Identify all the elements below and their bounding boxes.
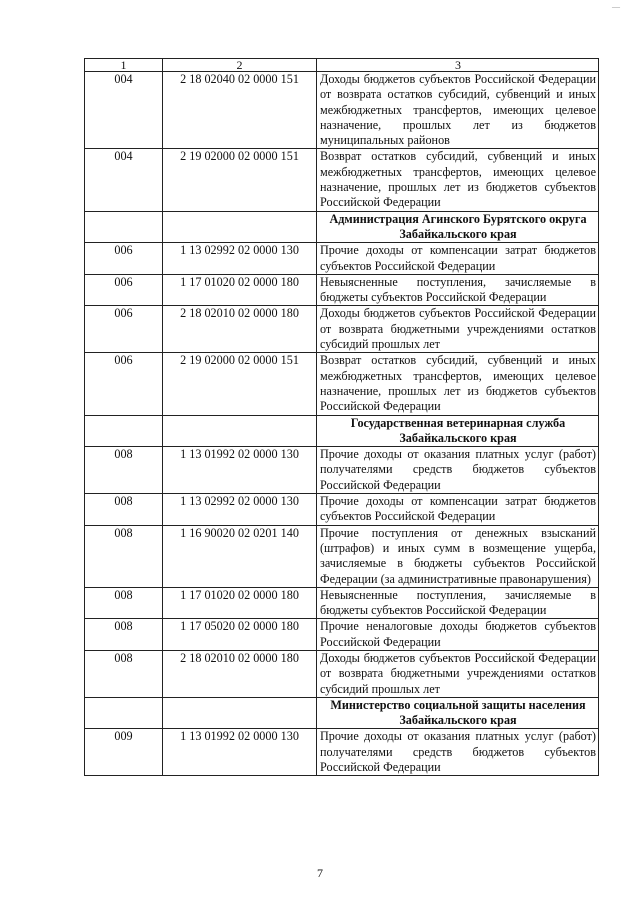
admin-code-cell: 008 [85, 447, 163, 494]
revenue-code-cell: 1 13 02992 02 0000 130 [163, 494, 317, 526]
revenue-name-cell: Прочие неналоговые доходы бюджетов субъектов Российской Федерации [317, 619, 599, 651]
table-row [85, 306, 599, 353]
admin-code-cell [85, 211, 163, 243]
section-heading-row [85, 211, 599, 243]
revenue-name-cell: Доходы бюджетов субъектов Российской Федерации от возврата бюджетными учреждениями остатков субсидий прошлых лет [317, 650, 599, 697]
table-row [85, 447, 599, 494]
section-heading-row [85, 697, 599, 729]
revenue-name-cell: Прочие доходы от компенсации затрат бюджетов субъектов Российской Федерации [317, 494, 599, 526]
revenue-code-cell: 1 16 90020 02 0201 140 [163, 525, 317, 587]
column-numbers-row [85, 59, 599, 72]
admin-code-cell: 006 [85, 353, 163, 415]
revenue-code-cell: 2 19 02000 02 0000 151 [163, 353, 317, 415]
revenue-name-cell: Возврат остатков субсидий, субвенций и иных межбюджетных трансфертов, имеющих целевое назначение, прошлых лет из бюджетов субъектов Российской Федерации [317, 149, 599, 211]
revenue-code-cell: 2 18 02010 02 0000 180 [163, 650, 317, 697]
revenue-code-cell: 1 17 01020 02 0000 180 [163, 587, 317, 619]
revenue-code-cell: 1 17 05020 02 0000 180 [163, 619, 317, 651]
revenue-name-cell: Прочие поступления от денежных взысканий (штрафов) и иных сумм в возмещение ущерба, зачисляемые в бюджеты субъектов Российской Федерации (за административные правонарушения) [317, 525, 599, 587]
revenue-code-cell: 1 17 01020 02 0000 180 [163, 274, 317, 306]
admin-code-cell: 006 [85, 274, 163, 306]
table-body [85, 59, 599, 776]
section-heading-row [85, 415, 599, 447]
revenue-name-cell: Невыясненные поступления, зачисляемые в бюджеты субъектов Российской Федерации [317, 587, 599, 619]
admin-code-cell: 008 [85, 525, 163, 587]
admin-code-cell: 008 [85, 494, 163, 526]
section-heading: Администрация Агинского Бурятского округа Забайкальского края [317, 211, 599, 243]
column-2-header: 2 [163, 59, 317, 72]
revenue-name-cell: Доходы бюджетов субъектов Российской Федерации от возврата остатков субсидий, субвенций и иных межбюджетных трансфертов, имеющих целевое назначение, прошлых лет из бюджетов муниципальных районов [317, 72, 599, 149]
revenue-name-cell: Доходы бюджетов субъектов Российской Федерации от возврата бюджетными учреждениями остатков субсидий прошлых лет [317, 306, 599, 353]
admin-code-cell: 006 [85, 306, 163, 353]
table-row [85, 274, 599, 306]
admin-code-cell: 004 [85, 149, 163, 211]
admin-code-cell [85, 415, 163, 447]
revenue-name-cell: Прочие доходы от оказания платных услуг (работ) получателями средств бюджетов субъектов Российской Федерации [317, 729, 599, 776]
admin-code-cell [85, 697, 163, 729]
table-row [85, 494, 599, 526]
revenue-code-cell: 2 18 02010 02 0000 180 [163, 306, 317, 353]
admin-code-cell: 008 [85, 587, 163, 619]
revenue-code-cell [163, 211, 317, 243]
table-row [85, 72, 599, 149]
revenue-name-cell: Прочие доходы от компенсации затрат бюджетов субъектов Российской Федерации [317, 243, 599, 275]
admin-code-cell: 009 [85, 729, 163, 776]
table-row [85, 587, 599, 619]
table-row [85, 729, 599, 776]
revenue-code-cell: 1 13 02992 02 0000 130 [163, 243, 317, 275]
revenue-name-cell: Возврат остатков субсидий, субвенций и иных межбюджетных трансфертов, имеющих целевое назначение, прошлых лет из бюджетов субъектов Российской Федерации [317, 353, 599, 415]
corner-mark: — [612, 2, 620, 11]
table-row [85, 650, 599, 697]
revenue-code-cell: 1 13 01992 02 0000 130 [163, 729, 317, 776]
page-number: 7 [317, 866, 323, 880]
admin-code-cell: 008 [85, 650, 163, 697]
section-heading: Министерство социальной защиты населения Забайкальского края [317, 697, 599, 729]
revenue-codes-table [84, 58, 599, 776]
revenue-name-cell: Невыясненные поступления, зачисляемые в бюджеты субъектов Российской Федерации [317, 274, 599, 306]
section-heading: Государственная ветеринарная служба Забайкальского края [317, 415, 599, 447]
table-row [85, 619, 599, 651]
table-row [85, 353, 599, 415]
revenue-code-cell [163, 415, 317, 447]
admin-code-cell: 008 [85, 619, 163, 651]
table-row [85, 149, 599, 211]
admin-code-cell: 004 [85, 72, 163, 149]
revenue-code-cell: 2 19 02000 02 0000 151 [163, 149, 317, 211]
column-1-header: 1 [85, 59, 163, 72]
column-3-header: 3 [317, 59, 599, 72]
revenue-code-cell: 1 13 01992 02 0000 130 [163, 447, 317, 494]
revenue-code-cell [163, 697, 317, 729]
admin-code-cell: 006 [85, 243, 163, 275]
table-row [85, 243, 599, 275]
revenue-code-cell: 2 18 02040 02 0000 151 [163, 72, 317, 149]
revenue-name-cell: Прочие доходы от оказания платных услуг (работ) получателями средств бюджетов субъектов Российской Федерации [317, 447, 599, 494]
table-row [85, 525, 599, 587]
